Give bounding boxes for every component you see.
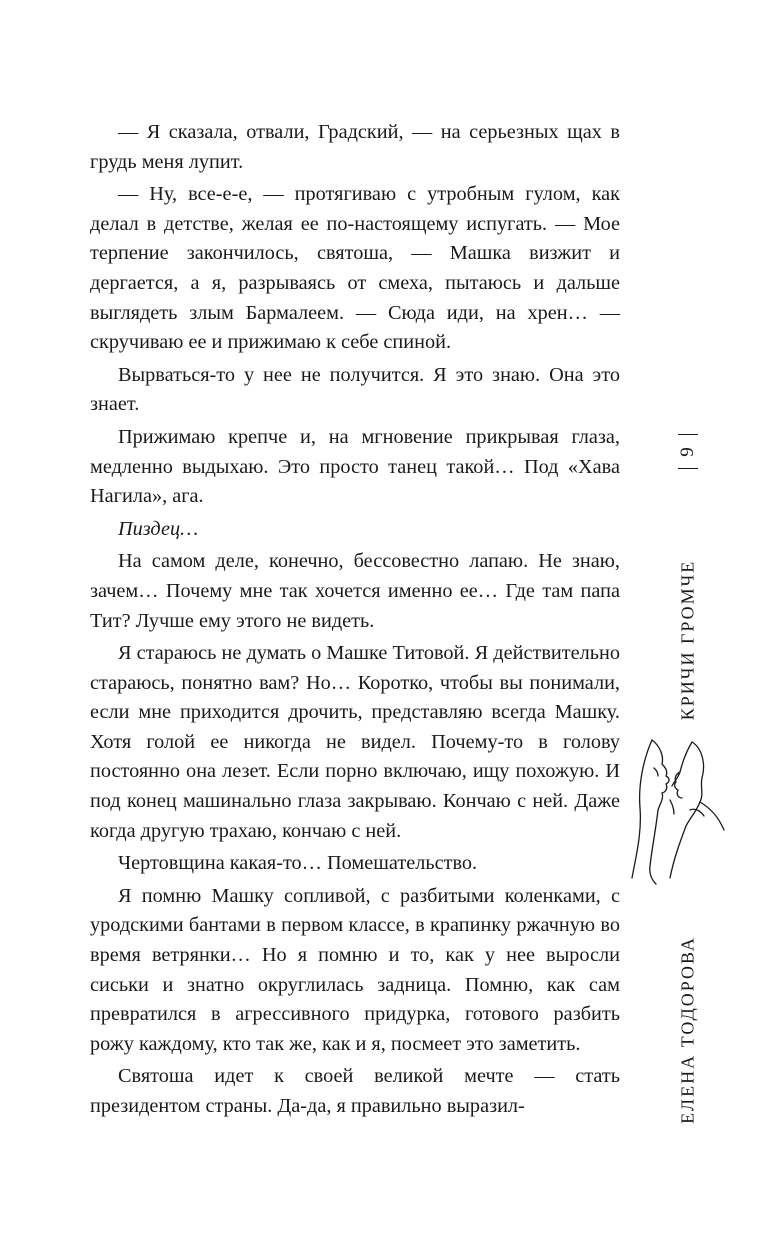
paragraph-italic: Пиздец… <box>118 517 199 540</box>
paragraph: Я стараюсь не думать о Машке Титовой. Я действительно стараюсь, понятно вам? Но… Коротко, чтобы вы понимали, если мне приходится дрочить, представляю всегда Машку. Хотя голой ее никогда не видел. Почему-то в голову постоянно она лезет. Если порно включаю, ищу похожую. И под конец машинально глаза закрываю. Кончаю с ней. Даже когда другую трахаю, кончаю с ней. <box>90 642 620 842</box>
page-number-rule-top <box>678 434 698 435</box>
paragraph: На самом деле, конечно, бессовестно лапаю. Не знаю, зачем… Почему мне так хочется именно ее… Где там папа Тит? Лучше ему этого не видеть. <box>90 550 620 632</box>
paragraph: — Ну, все-е-е, — протягиваю с утробным гулом, как делал в детстве, желая ее по-настоящему испугать. — Мое терпение закончилось, святоша, — Машка визжит и дергается, а я, разрываясь от смеха, пытаюсь и дальше выглядеть злым Бармалеем. — Сюда иди, на хрен… — скручиваю ее и прижимаю к себе спиной. <box>90 183 620 354</box>
couple-silhouette-icon <box>630 738 730 888</box>
page-number: 9 <box>677 447 698 457</box>
paragraph: Прижимаю крепче и, на мгновение прикрывая глаза, медленно выдыхаю. Это просто танец такой… Под «Хава Нагила», ага. <box>90 425 620 508</box>
paragraph: — Я сказала, отвали, Градский, — на серьезных щах в грудь меня лупит. <box>90 121 620 173</box>
running-author: ЕЛЕНА ТОДОРОВА <box>677 936 698 1124</box>
paragraph: Вырваться-то у нее не получится. Я это знаю. Она это знает. <box>90 363 620 416</box>
page-number-rule-bottom <box>678 468 698 469</box>
paragraph: Чертовщина какая-то… Помешательство. <box>118 852 478 875</box>
paragraph: Я помню Машку сопливой, с разбитыми коленками, с уродскими бантами в первом классе, в крапинку ржачную во время ветрянки… Но я помню и то, как у нее выросли сиськи и знатно округлилась задница. Помню, как сам превратился в агрессивного придурка, готового разбить рожу каждому, кто так же, как и я, посмеет это заметить. <box>90 884 620 1055</box>
body-text <box>90 118 620 1125</box>
paragraph: Святоша идет к своей великой мечте — стать президентом страны. Да-да, я правильно выразил- <box>90 1065 620 1117</box>
running-title: КРИЧИ ГРОМЧЕ <box>677 559 698 721</box>
